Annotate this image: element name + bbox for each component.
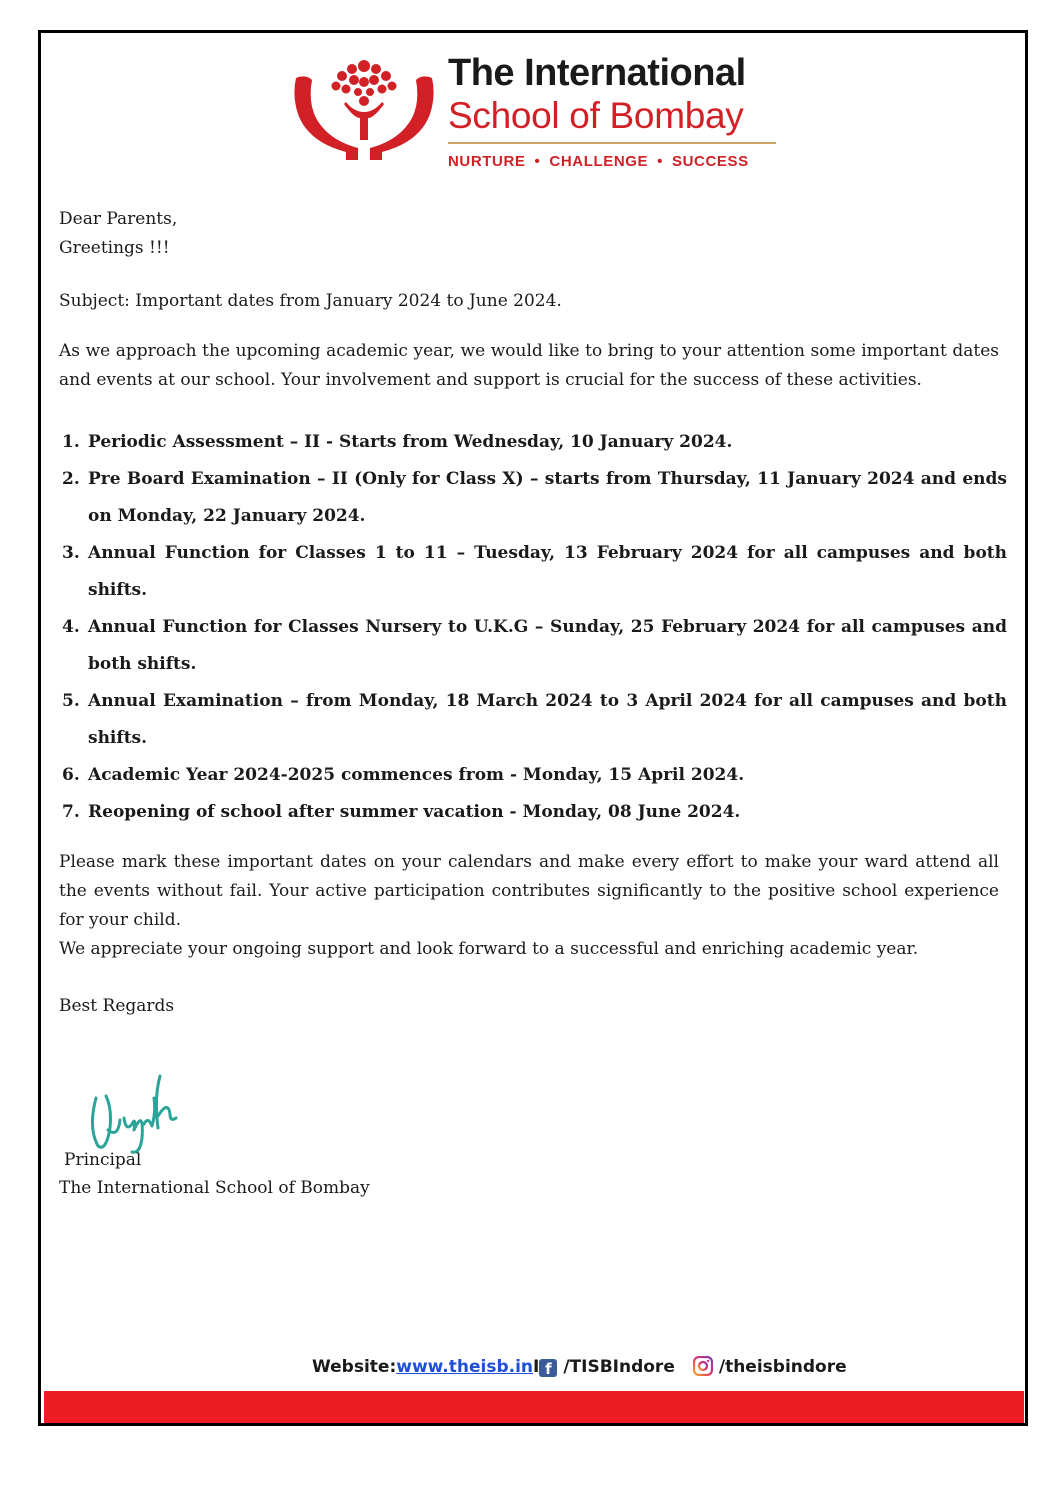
list-item-text: Annual Function for Classes 1 to 11 – Tuesday, 13 February 2024 for all campuses and both shifts.	[88, 543, 1007, 600]
facebook-handle[interactable]: /TISBIndore	[563, 1357, 675, 1377]
list-item-text: Periodic Assessment – II - Starts from Wednesday, 10 January 2024.	[88, 432, 733, 452]
website-link[interactable]: www.theisb.in	[396, 1357, 533, 1377]
appreciation-line: We appreciate your ongoing support and look forward to a successful and enriching academic year.	[59, 939, 919, 959]
list-item-number: 6.	[62, 765, 80, 785]
tagline-word: NURTURE	[448, 153, 526, 170]
list-item	[62, 683, 1007, 757]
list-item-number: 3.	[62, 543, 80, 563]
school-name-line1: The International	[448, 52, 746, 94]
principal-signature	[84, 1068, 208, 1158]
list-item-text: Annual Function for Classes Nursery to U.K.G – Sunday, 25 February 2024 for all campuses and both shifts.	[88, 617, 1007, 674]
intro-paragraph: As we approach the upcoming academic year, we would like to bring to your attention some important dates and events at our school. Your involvement and support is crucial for the success of these activities.	[59, 341, 999, 390]
school-name-line2: School of Bombay	[448, 95, 744, 136]
list-item-number: 2.	[62, 469, 80, 489]
list-item	[62, 461, 1007, 535]
website-label: Website:	[312, 1357, 397, 1377]
subject-line: Subject: Important dates from January 2024 to June 2024.	[59, 291, 562, 311]
contact-footer	[312, 1356, 847, 1377]
list-item-text: Academic Year 2024-2025 commences from - Monday, 15 April 2024.	[88, 765, 745, 785]
tagline-word: SUCCESS	[671, 153, 749, 170]
tree-in-hands-logo-icon	[288, 56, 440, 168]
closing-paragraph: Please mark these important dates on your calendars and make every effort to make your ward attend all the events without fail. Your active participation contributes significantly to the positive school experience for your child.	[59, 852, 999, 930]
school-tagline	[448, 153, 778, 170]
list-item	[62, 794, 1007, 831]
signatory-organisation: The International School of Bombay	[59, 1178, 370, 1198]
instagram-icon[interactable]	[693, 1356, 713, 1376]
list-item-number: 5.	[62, 691, 80, 711]
list-item-text: Annual Examination – from Monday, 18 March 2024 to 3 April 2024 for all campuses and both shifts.	[88, 691, 1007, 748]
tagline-dot: •	[534, 153, 541, 170]
greeting: Greetings !!!	[59, 238, 170, 258]
list-item-text: Pre Board Examination – II (Only for Class X) – starts from Thursday, 11 January 2024 and ends on Monday, 22 January 2024.	[88, 469, 1007, 526]
list-item	[62, 535, 1007, 609]
footer-separator: I	[533, 1357, 540, 1377]
list-item	[62, 757, 1007, 794]
list-item	[62, 424, 1007, 461]
tagline-word: CHALLENGE	[549, 153, 649, 170]
list-item-text: Reopening of school after summer vacation - Monday, 08 June 2024.	[88, 802, 741, 822]
tagline-dot: •	[657, 153, 663, 170]
list-item-number: 1.	[62, 432, 80, 452]
regards: Best Regards	[59, 996, 175, 1016]
list-item-number: 7.	[62, 802, 80, 822]
brand-divider	[448, 142, 776, 144]
facebook-icon[interactable]: f	[539, 1359, 557, 1377]
signatory-title: Principal	[64, 1150, 142, 1170]
list-item-number: 4.	[62, 617, 80, 637]
important-dates-list	[62, 424, 1007, 831]
list-item	[62, 609, 1007, 683]
instagram-handle[interactable]: /theisbindore	[718, 1357, 847, 1377]
salutation: Dear Parents,	[59, 209, 178, 229]
footer-red-bar	[44, 1391, 1024, 1423]
